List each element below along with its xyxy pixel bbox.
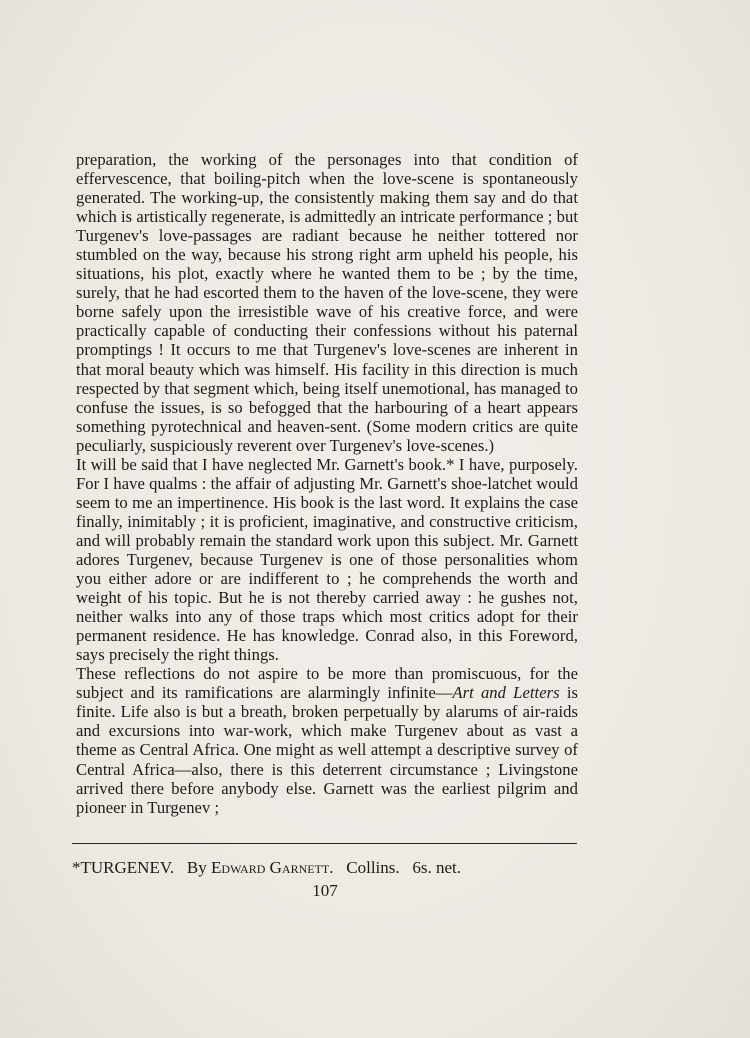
journal-title-italic: Art and Letters xyxy=(452,683,560,703)
footnote xyxy=(72,857,461,879)
paragraph-1: preparation, the working of the personages into that condition of effervescence, that boiling-pitch when the love-scene is spontaneously generated. The working-up, the consistently making them say and do that which is artistically regenerate, is admittedly an intricate performance ; but Turgenev's love-passages are radiant because he neither tottered nor stumbled on the way, because his strong right arm upheld his people, his situations, his plot, exactly where he wanted them to be ; by the time, surely, that he had escorted them to the haven of the love-scene, they were borne safely upon the irresistible wave of his creative force, and were practically capable of conducting their confessions without his paternal promptings ! It occurs to me that Turgenev's love-scenes are inherent in that moral beauty which was himself. His facility in this direction is much respected by that segment which, being itself unemotional, has managed to confuse the issues, is so befogged that the harbouring of a heart appears something pyrotechnical and heaven-sent. (Some modern critics are quite peculiarly, suspiciously reverent over Turgenev's love-scenes.) xyxy=(76,150,578,455)
footnote-author: Edward Garnett. xyxy=(211,858,334,877)
body-text xyxy=(76,150,578,817)
paragraph-2: It will be said that I have neglected Mr. Garnett's book.* I have, purposely. For I have qualms : the affair of adjusting Mr. Garnett's shoe-latchet would seem to me an impertinence. His book is the last word. It explains the case finally, inimitably ; it is proficient, imaginative, and constructive criticism, and will probably remain the standard work upon this subject. Mr. Garnett adores Turgenev, because Turgenev is one of those personalities whom you either adore or are indifferent to ; he comprehends the worth and weight of his topic. But he is not thereby carried away : he gushes not, neither walks into any of those traps which most critics adopt for their permanent residence. He has knowledge. Conrad also, in this Foreword, says precisely the right things. xyxy=(76,454,578,665)
footnote-rule xyxy=(72,843,577,844)
paragraph-3-start: These reflections do not aspire to be more than promiscuous, for the subject and its ramifications are alarmingly infinite— xyxy=(76,664,578,703)
footnote-price: 6s. net. xyxy=(412,858,462,877)
footnote-title: *TURGENEV. xyxy=(72,858,175,877)
paragraph-3 xyxy=(76,664,578,816)
page-number: 107 xyxy=(312,881,338,900)
footnote-by: By xyxy=(186,858,207,877)
footnote-publisher: Collins. xyxy=(346,858,400,877)
paragraph-3-end: is finite. Life also is but a breath, broken perpetually by alarums of air-raids and excursions into war-work, which make Turgenev about as vast a theme as Central Africa. One might as well attempt a descriptive survey of Central Africa—also, there is this deterrent circumstance ; Livingstone arrived there before anybody else. Garnett was the earliest pilgrim and pioneer in Turgenev ; xyxy=(76,683,579,817)
